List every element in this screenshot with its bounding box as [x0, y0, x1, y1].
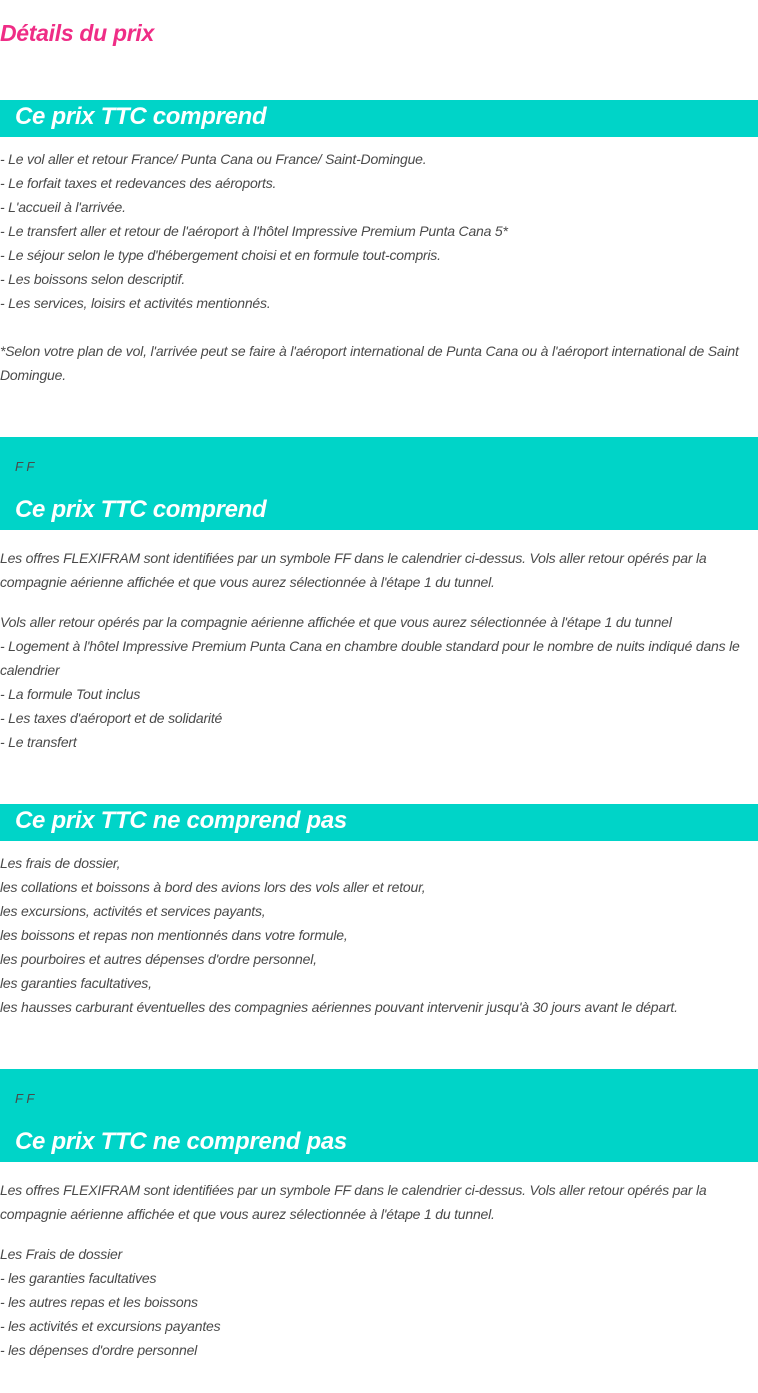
list-item: - Le séjour selon le type d'hébergement choisi et en formule tout-compris.	[0, 247, 441, 263]
intro-text: Les offres FLEXIFRAM sont identifiées par un symbole FF dans le calendrier ci-dessus. Vols aller retour opérés par la compagnie aérienne affichée et que vous aurez sélectionnée à l'étape 1 du tunnel.	[0, 550, 707, 590]
flight-note	[0, 339, 758, 387]
list-item: les collations et boissons à bord des avions lors des vols aller et retour,	[0, 879, 426, 895]
list-item: - La formule Tout inclus	[0, 686, 141, 702]
list-item: - Le vol aller et retour France/ Punta Cana ou France/ Saint-Domingue.	[0, 151, 427, 167]
intro-text: Les offres FLEXIFRAM sont identifiées par un symbole FF dans le calendrier ci-dessus. Vols aller retour opérés par la compagnie aérienne affichée et que vous aurez sélectionnée à l'étape 1 du tunnel.	[0, 1182, 707, 1222]
section-header-flexifram-excludes	[0, 1069, 758, 1162]
list-item: - les dépenses d'ordre personnel	[0, 1342, 198, 1358]
list-item: - les garanties facultatives	[0, 1270, 157, 1286]
list-item: - Les taxes d'aéroport et de solidarité	[0, 710, 223, 726]
flexifram-excludes-intro	[0, 1178, 758, 1226]
section-heading: Ce prix TTC comprend	[15, 496, 267, 523]
list-item: Les frais de dossier,	[0, 855, 121, 871]
flexifram-intro	[0, 546, 758, 594]
list-item: Les Frais de dossier	[0, 1246, 123, 1262]
ff-tag: F F	[15, 459, 35, 474]
section-header-includes	[0, 100, 758, 137]
list-item: les excursions, activités et services payants,	[0, 903, 266, 919]
flexifram-includes-list	[0, 610, 758, 754]
page-title: Détails du prix	[0, 20, 154, 46]
section-heading: Ce prix TTC comprend	[15, 103, 267, 130]
flexifram-excludes-list	[0, 1242, 758, 1362]
ff-tag: F F	[15, 1091, 35, 1106]
section-heading: Ce prix TTC ne comprend pas	[15, 807, 347, 834]
list-item: les garanties facultatives,	[0, 975, 152, 991]
section-header-flexifram-includes	[0, 437, 758, 530]
list-item: - Le forfait taxes et redevances des aéroports.	[0, 175, 277, 191]
list-item: - L'accueil à l'arrivée.	[0, 199, 126, 215]
list-item: - Logement à l'hôtel Impressive Premium Punta Cana en chambre double standard pour le nombre de nuits indiqué dans le calendrier	[0, 638, 740, 678]
section-heading: Ce prix TTC ne comprend pas	[15, 1128, 347, 1155]
list-item: - les autres repas et les boissons	[0, 1294, 198, 1310]
section-header-excludes	[0, 804, 758, 841]
list-item: - Le transfert	[0, 734, 77, 750]
excludes-list	[0, 851, 758, 1019]
list-item: les pourboires et autres dépenses d'ordre personnel,	[0, 951, 317, 967]
list-item: - Les services, loisirs et activités mentionnés.	[0, 295, 271, 311]
list-item: les boissons et repas non mentionnés dans votre formule,	[0, 927, 348, 943]
list-item: les hausses carburant éventuelles des compagnies aériennes pouvant intervenir jusqu'à 30 jours avant le départ.	[0, 999, 678, 1015]
includes-list	[0, 147, 758, 315]
list-item: - Le transfert aller et retour de l'aéroport à l'hôtel Impressive Premium Punta Cana 5*	[0, 223, 508, 239]
note-text: *Selon votre plan de vol, l'arrivée peut se faire à l'aéroport international de Punta Cana ou à l'aéroport international de Saint Domingue.	[0, 343, 739, 383]
list-item: Vols aller retour opérés par la compagnie aérienne affichée et que vous aurez sélectionnée à l'étape 1 du tunnel	[0, 614, 672, 630]
list-item: - Les boissons selon descriptif.	[0, 271, 186, 287]
list-item: - les activités et excursions payantes	[0, 1318, 221, 1334]
